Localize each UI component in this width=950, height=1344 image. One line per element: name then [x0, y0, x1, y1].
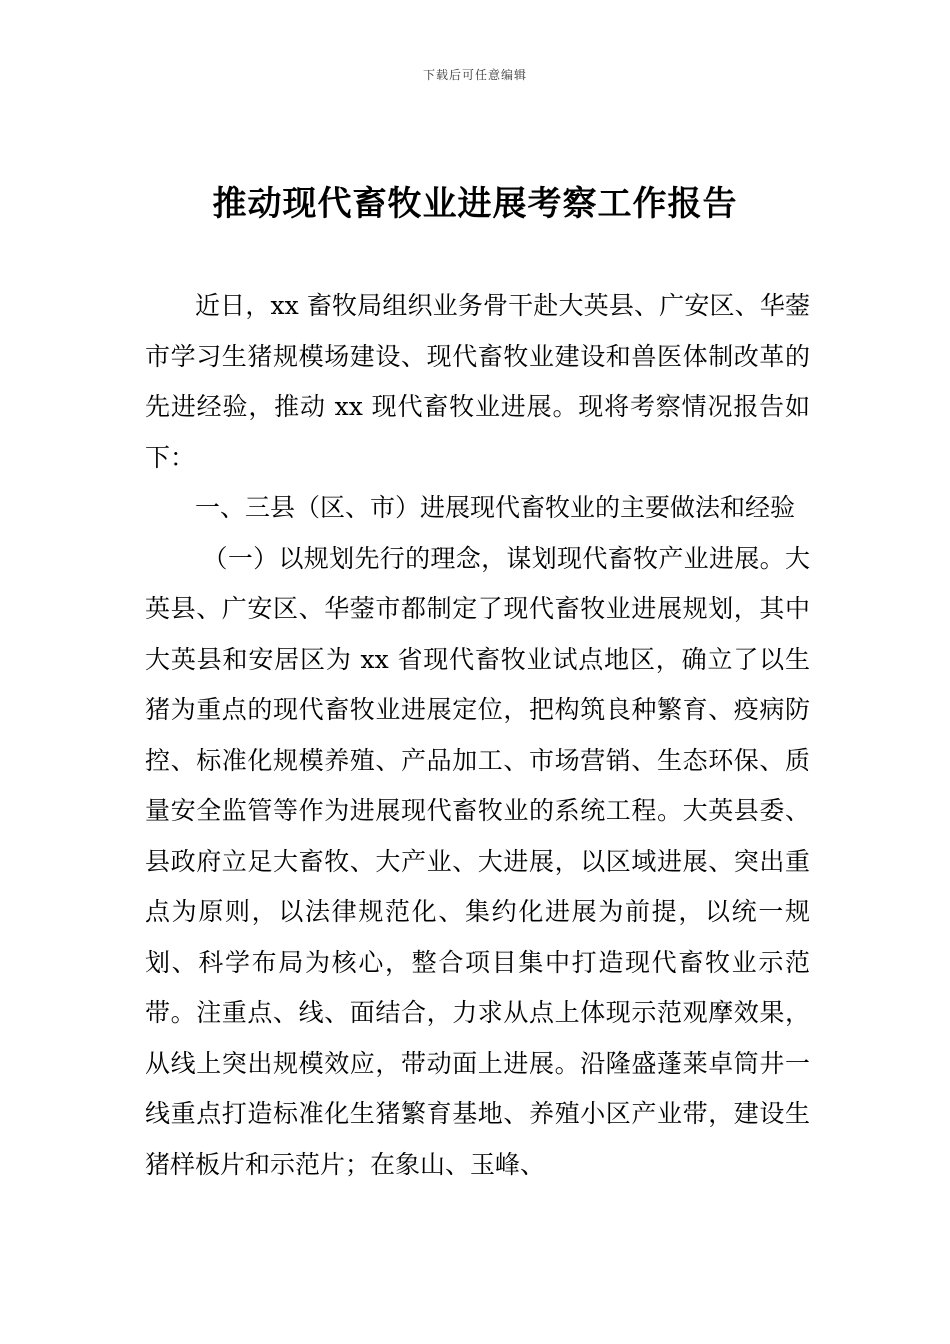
- page-title: 推动现代畜牧业进展考察工作报告: [212, 184, 738, 224]
- document-body: [145, 281, 810, 1190]
- paragraph-subsection-1: （一）以规划先行的理念，谋划现代畜牧产业进展。大英县、广安区、华蓥市都制定了现代畜牧业进展规划，其中大英县和安居区为 xx 省现代畜牧业试点地区，确立了以生猪为重点的现代畜牧业进展定位，把构筑良种繁育、疫病防控、标准化规模养殖、产品加工、市场营销、生态环保、质量安全监管等作为进展现代畜牧业的系统工程。大英县委、县政府立足大畜牧、大产业、大进展，以区域进展、突出重点为原则，以法律规范化、集约化进展为前提，以统一规划、科学布局为核心，整合项目集中打造现代畜牧业示范带。注重点、线、面结合，力求从点上体现示范观摩效果，从线上突出规模效应，带动面上进展。沿隆盛蓬莱卓筒井一线重点打造标准化生猪繁育基地、养殖小区产业带，建设生猪样板片和示范片；在象山、玉峰、: [145, 543, 810, 1179]
- paragraph-intro: 近日，xx 畜牧局组织业务骨干赴大英县、广安区、华蓥市学习生猪规模场建设、现代畜牧业建设和兽医体制改革的先进经验，推动 xx 现代畜牧业进展。现将考察情况报告如下：: [145, 291, 810, 472]
- header-note: 下载后可任意编辑: [422, 68, 527, 82]
- section-heading-1: 一、三县（区、市）进展现代畜牧业的主要做法和经验: [195, 493, 796, 522]
